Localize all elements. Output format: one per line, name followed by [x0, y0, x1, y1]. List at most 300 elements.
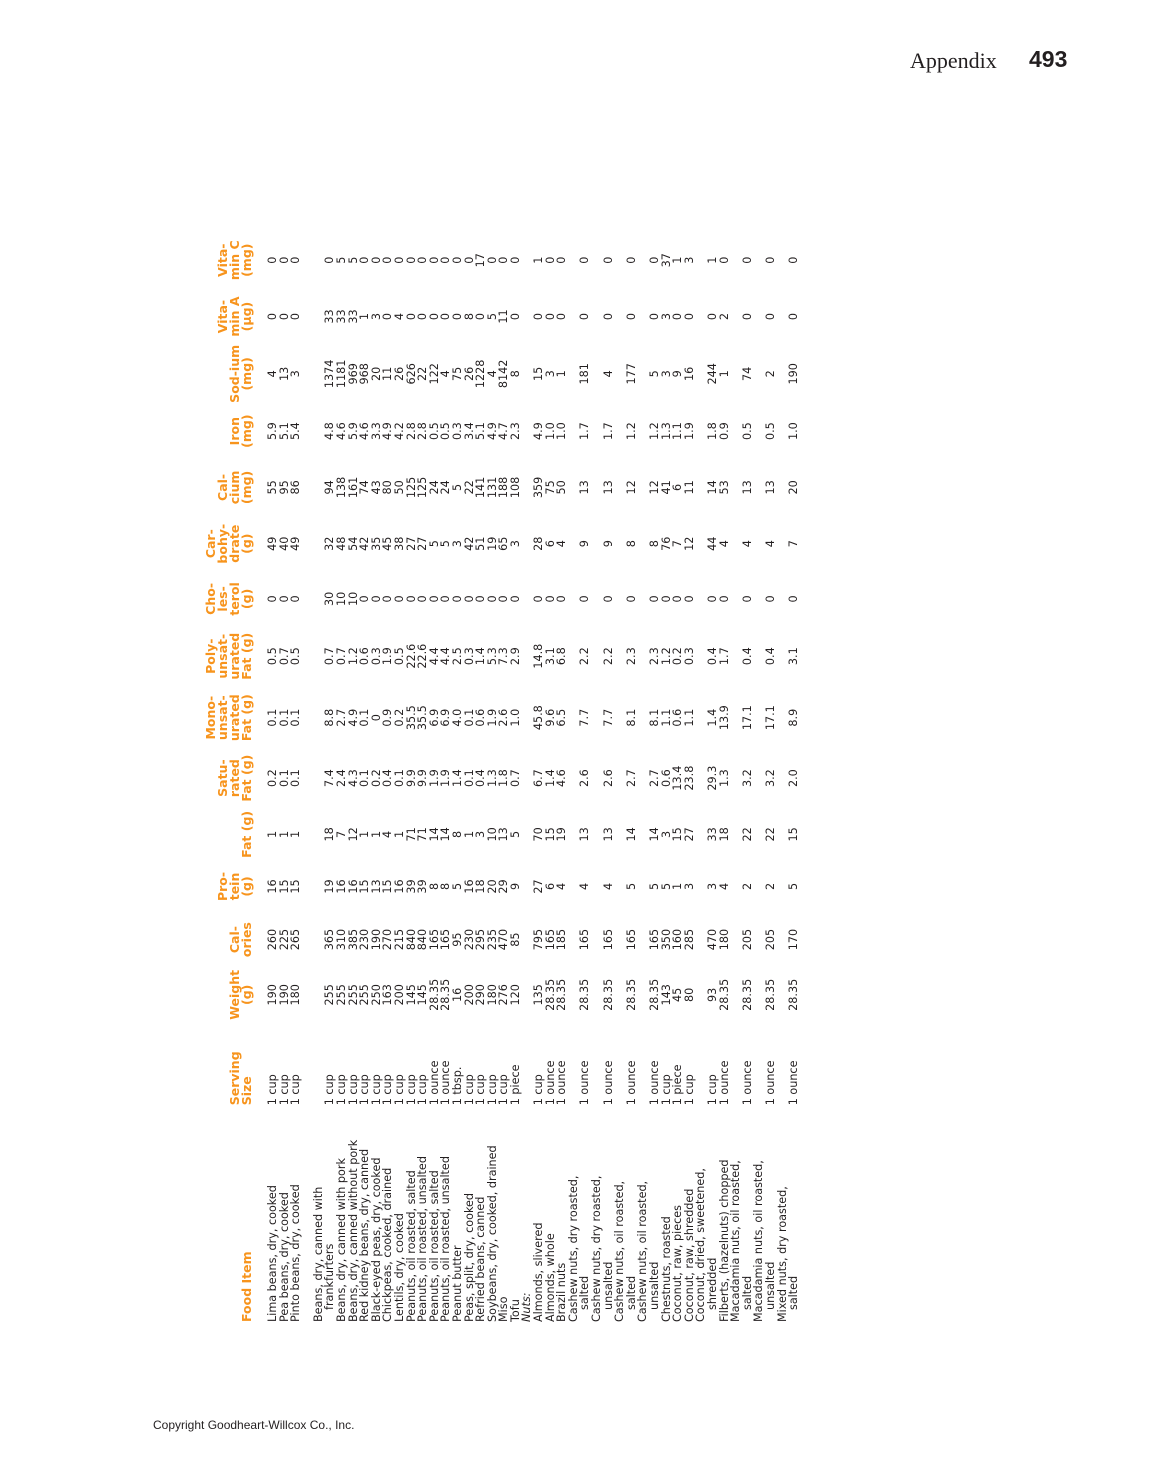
value-cell: 0	[266, 256, 279, 264]
food-item-name: Cashew nuts, oil roasted,	[636, 1180, 650, 1322]
value-cell: 22	[416, 366, 430, 381]
value-cell: 19	[485, 536, 499, 551]
value-cell: 0.4	[381, 769, 395, 788]
food-item-cell	[487, 1105, 499, 1322]
value-cell: 0.6	[659, 769, 673, 788]
value-cell: 235	[485, 928, 499, 951]
value-cell: 0.1	[392, 769, 406, 788]
value-cell: 0	[787, 312, 801, 321]
food-item-name: Coconut, dried, sweetened,	[694, 1168, 708, 1322]
value-cell: 1	[532, 256, 546, 264]
value-cell: 1 ounce	[543, 1060, 557, 1106]
value-cell: 65	[497, 536, 511, 551]
value-cell: 0	[578, 312, 592, 321]
value-cell: 225	[277, 928, 291, 951]
value-cell: 2	[740, 882, 754, 891]
value-cell: 9	[578, 540, 592, 548]
value-cell: 28.35	[740, 978, 754, 1011]
value-cell: 0	[508, 312, 522, 321]
value-cell: 0	[578, 595, 592, 603]
value-cell: 16	[462, 879, 476, 894]
value-cell: 45	[381, 536, 395, 551]
value-cell: 8.8	[323, 708, 337, 727]
value-cell: 0	[266, 595, 279, 603]
value-cell: 13	[369, 879, 383, 894]
value-cell: 0	[277, 312, 291, 321]
value-cell: 0.5	[427, 422, 441, 441]
value-cell: 39	[404, 879, 418, 894]
food-item-cell	[568, 1105, 591, 1322]
table-row	[777, 232, 800, 1322]
value-cell: 1228	[474, 359, 488, 389]
table-row	[568, 232, 591, 1322]
table-row	[684, 232, 696, 1322]
value-cell: 8	[624, 540, 638, 548]
value-cell: 10	[346, 591, 360, 607]
value-cell: 4.2	[392, 422, 406, 441]
value-cell: 1 ounce	[648, 1060, 661, 1106]
food-item-name-continued: frankfurters	[323, 1243, 337, 1310]
value-cell: 1 cup	[277, 1074, 291, 1106]
table-row	[533, 232, 545, 1322]
value-cell: 14	[624, 827, 638, 842]
value-cell: 1 ounce	[439, 1060, 453, 1106]
value-cell: 5.1	[277, 422, 291, 441]
value-cell: 2.0	[787, 769, 801, 788]
value-cell: 28.35	[555, 978, 569, 1011]
value-cell: 4	[555, 540, 569, 548]
value-cell: 5	[648, 882, 661, 891]
value-cell: 3.2	[763, 769, 777, 788]
value-cell: 1.1	[671, 422, 685, 441]
food-item-name: Peanuts, oil roasted, salted	[404, 1170, 418, 1322]
value-cell: 0.2	[266, 769, 279, 788]
value-cell: 180	[485, 984, 499, 1006]
value-cell: 1.1	[659, 708, 673, 727]
value-cell: 4	[740, 540, 754, 548]
value-cell: 5	[346, 256, 360, 264]
value-cell: 14	[648, 827, 661, 842]
column-header: Weight (g)	[227, 969, 254, 1020]
value-cell: 1.2	[624, 422, 638, 441]
value-cell: 4	[381, 830, 395, 838]
food-item-name: Tofu	[508, 1299, 522, 1322]
value-cell: 0	[427, 256, 441, 264]
food-item-name: Coconut, raw, shredded	[682, 1188, 696, 1322]
value-cell: 2.7	[334, 708, 348, 727]
value-cell: 7.4	[323, 769, 337, 788]
value-cell: 13.9	[717, 705, 731, 731]
value-cell: 4.6	[555, 769, 569, 788]
value-cell: 161	[346, 476, 360, 499]
value-cell: 0.1	[358, 769, 372, 788]
food-item-name: Refried beans, canned	[474, 1196, 488, 1322]
category-label: Nuts:	[520, 1292, 534, 1322]
value-cell: 13	[740, 480, 754, 495]
value-cell: 0	[427, 595, 441, 603]
value-cell: 23.8	[682, 765, 696, 791]
value-cell: 32	[323, 536, 337, 551]
value-cell: 1.1	[682, 708, 696, 727]
value-cell: 51	[474, 536, 488, 551]
value-cell: 0	[555, 256, 569, 264]
value-cell: 163	[381, 984, 395, 1006]
value-cell: 0	[601, 256, 615, 264]
value-cell: 200	[462, 984, 476, 1006]
column-header: Serving Size	[227, 1051, 254, 1106]
value-cell: 0	[369, 714, 383, 722]
value-cell: 4	[578, 882, 592, 891]
value-cell: 9	[508, 882, 522, 891]
value-cell: 0	[381, 595, 395, 603]
value-cell: 170	[787, 928, 801, 951]
food-item-name: Beans, dry, canned without pork	[346, 1139, 360, 1322]
value-cell: 5	[450, 882, 464, 891]
value-cell: 19	[555, 827, 569, 842]
value-cell: 250	[369, 984, 383, 1006]
value-cell: 22	[740, 827, 754, 842]
food-item-name: Peanut butter	[450, 1245, 464, 1322]
column-header: Satu-rated Fat (g)	[215, 754, 254, 802]
value-cell: 13	[497, 827, 511, 842]
value-cell: 0	[416, 312, 430, 321]
value-cell: 0.5	[289, 647, 303, 666]
table-row	[290, 232, 302, 1322]
value-cell: 6	[671, 483, 685, 491]
value-cell: 94	[323, 480, 337, 495]
value-cell: 75	[450, 366, 464, 381]
food-item-name-continued: unsalted	[648, 1261, 661, 1310]
value-cell: 0	[439, 312, 453, 321]
value-cell: 4	[439, 370, 453, 378]
value-cell: 28.35	[601, 978, 615, 1011]
value-cell: 1 cup	[358, 1074, 372, 1106]
value-cell: 1 ounce	[787, 1060, 801, 1106]
value-cell: 165	[601, 928, 615, 951]
food-item-name-continued: salted	[740, 1275, 754, 1310]
value-cell: 12	[346, 827, 360, 842]
value-cell: 0	[439, 595, 453, 603]
value-cell: 0.1	[266, 708, 279, 727]
value-cell: 1	[462, 830, 476, 838]
value-cell: 0	[462, 595, 476, 603]
value-cell: 1 cup	[392, 1074, 406, 1106]
value-cell: 50	[555, 480, 569, 495]
value-cell: 4.9	[532, 422, 546, 441]
value-cell: 0.3	[369, 647, 383, 666]
value-cell: 1	[266, 830, 279, 838]
value-cell: 0	[266, 312, 279, 321]
value-cell: 0.2	[369, 769, 383, 788]
value-cell: 8	[462, 312, 476, 321]
column-header: Vita-min C (mg)	[215, 240, 254, 281]
food-item-cell	[614, 1105, 637, 1322]
value-cell: 1.9	[439, 769, 453, 788]
value-cell: 14	[427, 827, 441, 842]
value-cell: 9	[671, 370, 685, 378]
value-cell: 0	[369, 256, 383, 264]
value-cell: 1	[705, 256, 719, 264]
value-cell: 19	[323, 879, 337, 894]
value-cell: 85	[508, 932, 522, 947]
value-cell: 200	[392, 984, 406, 1006]
value-cell: 190	[266, 984, 279, 1006]
food-item-name: Cashew nuts, dry roasted,	[590, 1175, 604, 1322]
value-cell: 10	[485, 827, 499, 842]
value-cell: 27	[416, 536, 430, 551]
food-item-name: Filberts, (hazelnuts) chopped	[717, 1159, 731, 1322]
value-cell: 180	[717, 928, 731, 951]
value-cell: 40	[277, 536, 291, 551]
value-cell: 0.4	[740, 647, 754, 666]
value-cell: 1 cup	[346, 1074, 360, 1106]
value-cell: 2.2	[601, 647, 615, 666]
value-cell: 42	[358, 536, 372, 551]
value-cell: 1.7	[717, 647, 731, 666]
table-row	[417, 232, 429, 1322]
value-cell: 14.8	[532, 643, 546, 669]
value-cell: 0	[787, 595, 801, 603]
value-cell: 8	[648, 540, 661, 548]
value-cell: 1 cup	[462, 1074, 476, 1106]
value-cell: 1 cup	[416, 1074, 430, 1106]
value-cell: 3	[659, 830, 673, 838]
value-cell: 16	[682, 366, 696, 381]
value-cell: 0.3	[450, 422, 464, 441]
value-cell: 1 ounce	[717, 1060, 731, 1106]
value-cell: 76	[659, 536, 673, 551]
value-cell: 0	[404, 595, 418, 603]
value-cell: 230	[462, 928, 476, 951]
value-cell: 0	[289, 256, 303, 264]
value-cell: 0.6	[358, 647, 372, 666]
value-cell: 125	[404, 476, 418, 499]
food-item-name: Macadamia nuts, oil roasted,	[752, 1160, 766, 1322]
value-cell: 53	[717, 480, 731, 495]
value-cell: 1.0	[508, 708, 522, 727]
value-cell: 13	[763, 480, 777, 495]
value-cell: 8	[439, 882, 453, 891]
value-cell: 2.6	[578, 769, 592, 788]
value-cell: 0	[671, 595, 685, 603]
value-cell: 0	[763, 595, 777, 603]
value-cell: 3.1	[787, 647, 801, 666]
value-cell: 0	[648, 312, 661, 321]
value-cell: 0.1	[289, 708, 303, 727]
value-cell: 2.7	[648, 769, 661, 788]
value-cell: 2.7	[624, 769, 638, 788]
value-cell: 1 cup	[659, 1074, 673, 1106]
food-item-name: Miso	[497, 1296, 511, 1322]
value-cell: 0.2	[671, 647, 685, 666]
value-cell: 185	[555, 928, 569, 951]
value-cell: 0	[358, 256, 372, 264]
value-cell: 8.1	[648, 708, 661, 727]
value-cell: 0	[289, 312, 303, 321]
value-cell: 0.7	[334, 647, 348, 666]
food-item-name: Almonds, slivered	[532, 1222, 546, 1322]
value-cell: 4	[601, 370, 615, 378]
value-cell: 3	[369, 312, 383, 321]
food-item-name: Soybeans, dry, cooked, drained	[485, 1145, 499, 1322]
value-cell: 1 ounce	[427, 1060, 441, 1106]
value-cell: 0.6	[474, 708, 488, 727]
value-cell: 0	[648, 595, 661, 603]
value-cell: 28.35	[717, 978, 731, 1011]
value-cell: 28.35	[624, 978, 638, 1011]
value-cell: 16	[450, 987, 464, 1002]
value-cell: 0	[474, 595, 488, 603]
value-cell: 4.6	[334, 422, 348, 441]
value-cell: 3	[474, 830, 488, 838]
value-cell: 29.3	[705, 765, 719, 791]
value-cell: 0	[277, 595, 291, 603]
value-cell: 27	[404, 536, 418, 551]
value-cell: 0	[740, 256, 754, 264]
value-cell: 28.35	[439, 978, 453, 1011]
value-cell: 0	[497, 595, 511, 603]
food-item-name-continued: salted	[787, 1275, 801, 1310]
value-cell: 30	[323, 591, 337, 607]
value-cell: 795	[532, 928, 546, 951]
value-cell: 1	[717, 370, 731, 378]
value-cell: 22	[462, 480, 476, 495]
value-cell: 15	[671, 827, 685, 842]
food-item-name: Chestnuts, roasted	[659, 1216, 673, 1322]
value-cell: 0.1	[462, 769, 476, 788]
value-cell: 0	[474, 312, 488, 321]
value-cell: 18	[323, 827, 337, 842]
value-cell: 0	[601, 595, 615, 603]
value-cell: 385	[346, 928, 360, 951]
value-cell: 37	[659, 253, 673, 268]
food-item-name: Beans, dry, canned with pork	[334, 1158, 348, 1322]
value-cell: 0.6	[671, 708, 685, 727]
value-cell: 2.3	[508, 422, 522, 441]
value-cell: 13.4	[671, 765, 685, 791]
value-cell: 244	[705, 363, 719, 385]
column-header: Cal-ories	[227, 922, 254, 958]
food-item-name: Lentils, dry, cooked	[392, 1213, 406, 1322]
column-header: Cho-les-terol (g)	[203, 582, 254, 616]
value-cell: 1 cup	[289, 1074, 303, 1106]
value-cell: 5	[485, 312, 499, 321]
value-cell: 6.9	[427, 708, 441, 727]
value-cell: 177	[624, 363, 638, 385]
value-cell: 190	[369, 928, 383, 951]
value-cell: 1	[358, 312, 372, 321]
value-cell: 1 piece	[671, 1064, 685, 1106]
value-cell: 16	[392, 879, 406, 894]
value-cell: 14	[439, 827, 453, 842]
value-cell: 1.2	[346, 647, 360, 666]
food-item-name: Macadamia nuts, oil roasted,	[729, 1160, 743, 1322]
value-cell: 33	[705, 827, 719, 842]
food-item-cell	[777, 1105, 800, 1322]
value-cell: 39	[416, 879, 430, 894]
value-cell: 15	[277, 879, 291, 894]
value-cell: 3	[543, 370, 557, 378]
food-item-name: Beans, dry, canned with	[311, 1186, 325, 1322]
food-item-name: Lima beans, dry, cooked	[266, 1185, 279, 1322]
value-cell: 8	[450, 830, 464, 838]
value-cell: 28.35	[648, 978, 661, 1011]
value-cell: 49	[289, 536, 303, 551]
value-cell: 1.2	[648, 422, 661, 441]
value-cell: 165	[624, 928, 638, 951]
value-cell: 1 cup	[369, 1074, 383, 1106]
value-cell: 145	[404, 984, 418, 1006]
value-cell: 5.3	[485, 647, 499, 666]
value-cell: 74	[358, 480, 372, 495]
value-cell: 1	[289, 830, 303, 838]
value-cell: 270	[381, 928, 395, 951]
value-cell: 969	[346, 363, 360, 385]
value-cell: 0	[578, 256, 592, 264]
food-item-name: Brazil nuts	[555, 1262, 569, 1322]
value-cell: 4.3	[346, 769, 360, 788]
value-cell: 6.9	[439, 708, 453, 727]
value-cell: 0	[740, 595, 754, 603]
value-cell: 0.5	[439, 422, 453, 441]
value-cell: 3	[682, 882, 696, 891]
value-cell: 2.9	[508, 647, 522, 666]
value-cell: 26	[392, 366, 406, 381]
value-cell: 4.8	[323, 422, 337, 441]
value-cell: 181	[578, 363, 592, 385]
value-cell: 95	[277, 480, 291, 495]
value-cell: 4	[392, 312, 406, 321]
value-cell: 1.0	[555, 422, 569, 441]
value-cell: 1.7	[578, 422, 592, 441]
value-cell: 365	[323, 928, 337, 951]
column-header: Sod-ium (mg)	[227, 344, 254, 403]
food-item-name-continued: salted	[624, 1275, 638, 1310]
value-cell: 3	[450, 540, 464, 548]
value-cell: 215	[392, 928, 406, 951]
value-cell: 6.7	[532, 769, 546, 788]
food-item-cell	[510, 1105, 522, 1322]
food-item-name: Coconut, raw, pieces	[671, 1204, 685, 1322]
value-cell: 2.4	[334, 769, 348, 788]
value-cell: 626	[404, 363, 418, 385]
food-item-cell	[591, 1105, 614, 1322]
value-cell: 1 cup	[334, 1074, 348, 1106]
value-cell: 0	[450, 595, 464, 603]
value-cell: 1.9	[485, 708, 499, 727]
value-cell: 50	[392, 480, 406, 495]
value-cell: 8.1	[624, 708, 638, 727]
value-cell: 165	[543, 928, 557, 951]
food-item-name: Mixed nuts, dry roasted,	[775, 1186, 789, 1322]
value-cell: 5	[648, 370, 661, 378]
value-cell: 5.4	[289, 422, 303, 441]
value-cell: 0	[508, 256, 522, 264]
value-cell: 6	[543, 882, 557, 891]
value-cell: 0.5	[740, 422, 754, 441]
value-cell: 141	[474, 476, 488, 499]
value-cell: 0	[543, 595, 557, 603]
value-cell: 1.7	[601, 422, 615, 441]
value-cell: 0	[717, 256, 731, 264]
value-cell: 33	[323, 309, 337, 324]
value-cell: 0	[392, 256, 406, 264]
value-cell: 0	[555, 595, 569, 603]
value-cell: 1.2	[659, 647, 673, 666]
value-cell: 1 ounce	[740, 1060, 754, 1106]
value-cell: 0.5	[763, 422, 777, 441]
value-cell: 28.35	[427, 978, 441, 1011]
